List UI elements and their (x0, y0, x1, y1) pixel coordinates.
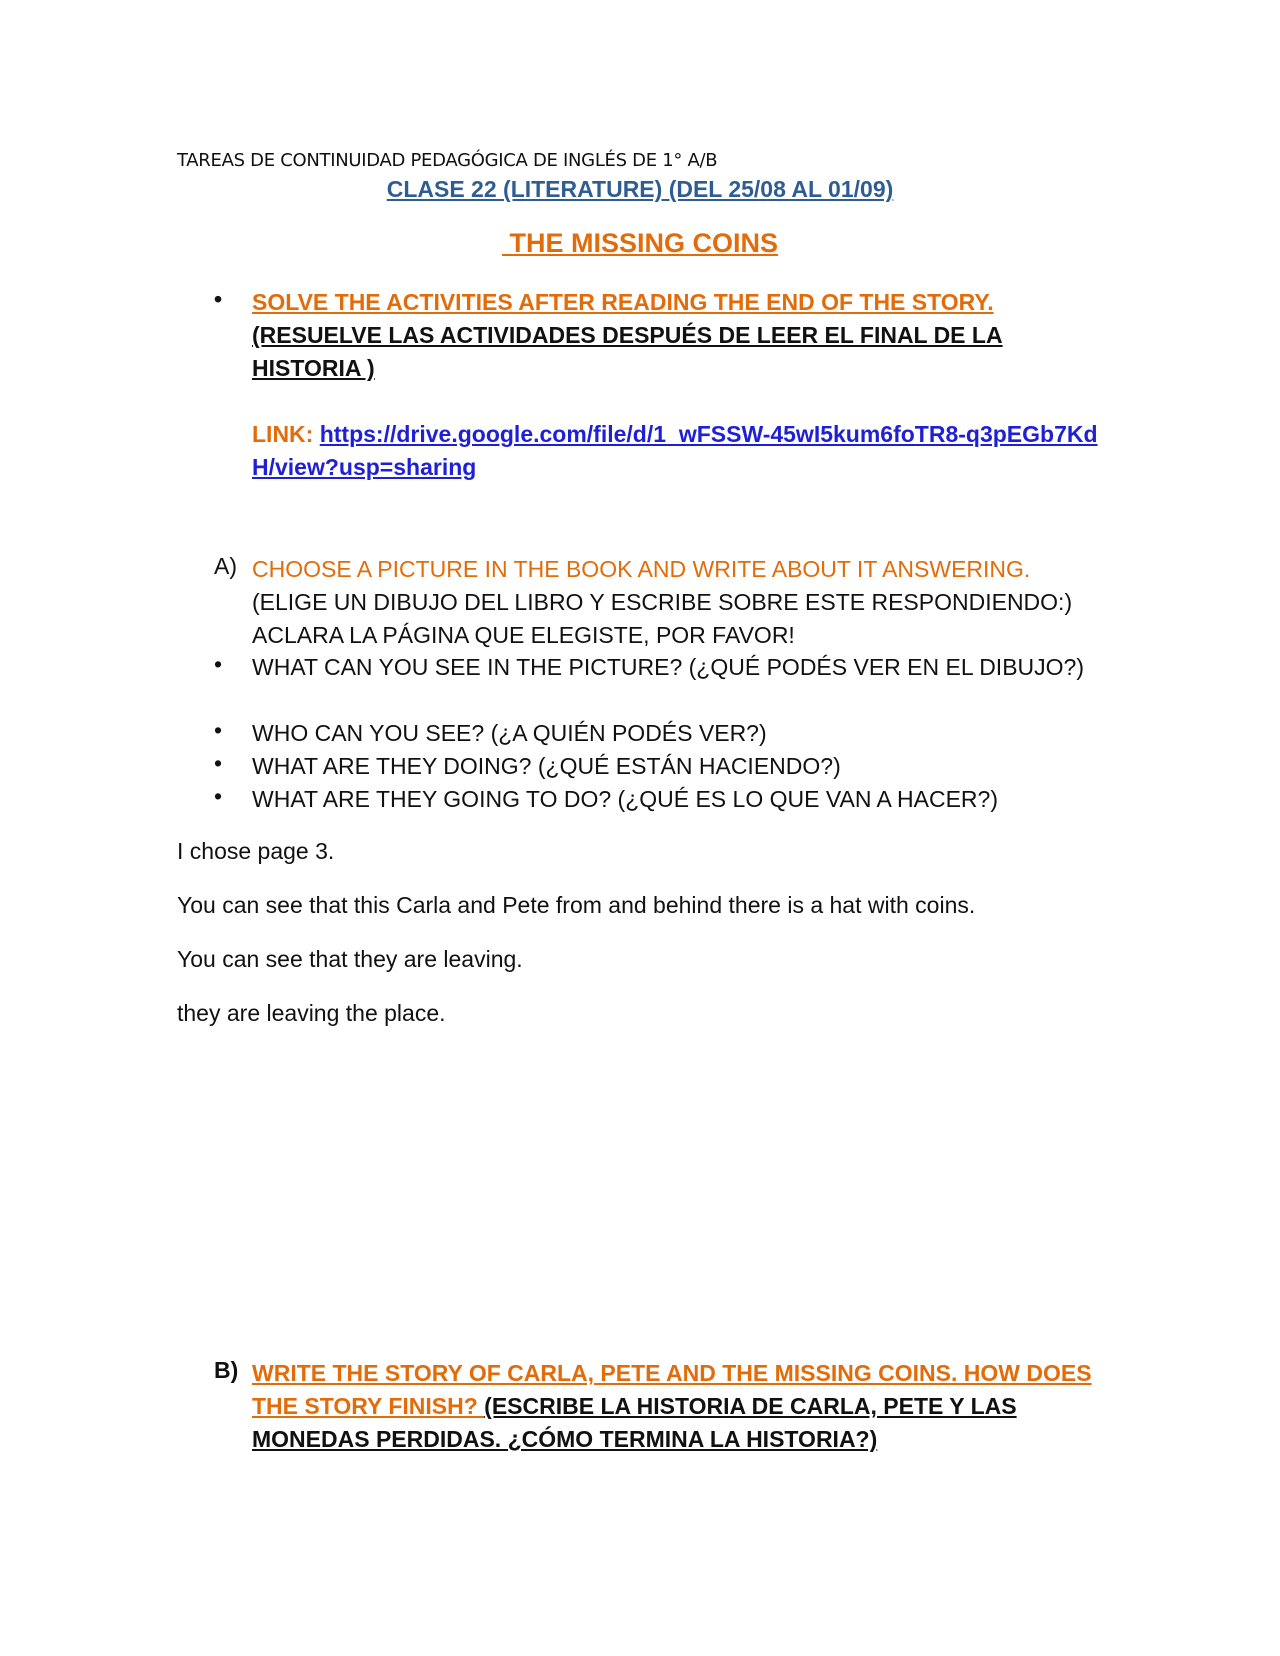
bullet-icon: • (214, 286, 223, 312)
question-item: WHAT ARE THEY DOING? (¿QUÉ ESTÁN HACIENDO?) (252, 753, 841, 779)
question-item: WHAT ARE THEY GOING TO DO? (¿QUÉ ES LO QUE VAN A HACER?) (252, 786, 998, 812)
activity-a-prompt-english: CHOOSE A PICTURE IN THE BOOK AND WRITE ABOUT IT ANSWERING. (252, 556, 1031, 582)
intro-instruction (252, 286, 1112, 385)
course-header: TAREAS DE CONTINUIDAD PEDAGÓGICA DE INGLÉS DE 1° A/B (177, 150, 718, 171)
answer-line: You can see that this Carla and Pete from and behind there is a hat with coins. (177, 892, 976, 918)
bullet-icon: • (214, 750, 223, 776)
link-label: LINK: (252, 421, 320, 447)
drive-link[interactable]: https://drive.google.com/file/d/1_wFSSW-45wI5kum6foTR8-q3pEGb7KdH/view?usp=sharing (252, 421, 1098, 480)
answer-line: they are leaving the place. (177, 1000, 446, 1026)
activity-b-prompt-english: WRITE THE STORY OF CARLA, PETE AND THE MISSING COINS. HOW DOES THE STORY FINISH? (252, 1360, 1092, 1419)
story-title-text: THE MISSING COINS (501, 228, 779, 258)
activity-b-marker: B) (214, 1357, 239, 1383)
link-paragraph (252, 418, 1112, 484)
story-title (0, 228, 1280, 259)
question-item: WHAT CAN YOU SEE IN THE PICTURE? (¿QUÉ PODÉS VER EN EL DIBUJO?) (252, 654, 1084, 680)
answer-line: I chose page 3. (177, 838, 335, 864)
activity-a-marker: A) (214, 553, 237, 579)
bullet-icon: • (214, 717, 223, 743)
instruction-spanish: (RESUELVE LAS ACTIVIDADES DESPUÉS DE LEER EL FINAL DE LA HISTORIA ) (252, 322, 1003, 381)
instruction-english: SOLVE THE ACTIVITIES AFTER READING THE END OF THE STORY. (252, 289, 994, 315)
activity-a-prompt-spanish: (ELIGE UN DIBUJO DEL LIBRO Y ESCRIBE SOBRE ESTE RESPONDIENDO:) ACLARA LA PÁGINA QUE ELEGISTE, POR FAVOR! (252, 556, 1078, 648)
activity-b-prompt (252, 1357, 1114, 1456)
activity-a-prompt (252, 553, 1102, 652)
bullet-icon: • (214, 651, 223, 677)
bullet-icon: • (214, 783, 223, 809)
activity-b-prompt-spanish: (ESCRIBE LA HISTORIA DE CARLA, PETE Y LAS MONEDAS PERDIDAS. ¿CÓMO TERMINA LA HISTORIA?) (252, 1393, 1017, 1452)
question-item: WHO CAN YOU SEE? (¿A QUIÉN PODÉS VER?) (252, 720, 767, 746)
class-heading: CLASE 22 (LITERATURE) (DEL 25/08 AL 01/09) (386, 176, 894, 202)
answer-line: You can see that they are leaving. (177, 946, 523, 972)
